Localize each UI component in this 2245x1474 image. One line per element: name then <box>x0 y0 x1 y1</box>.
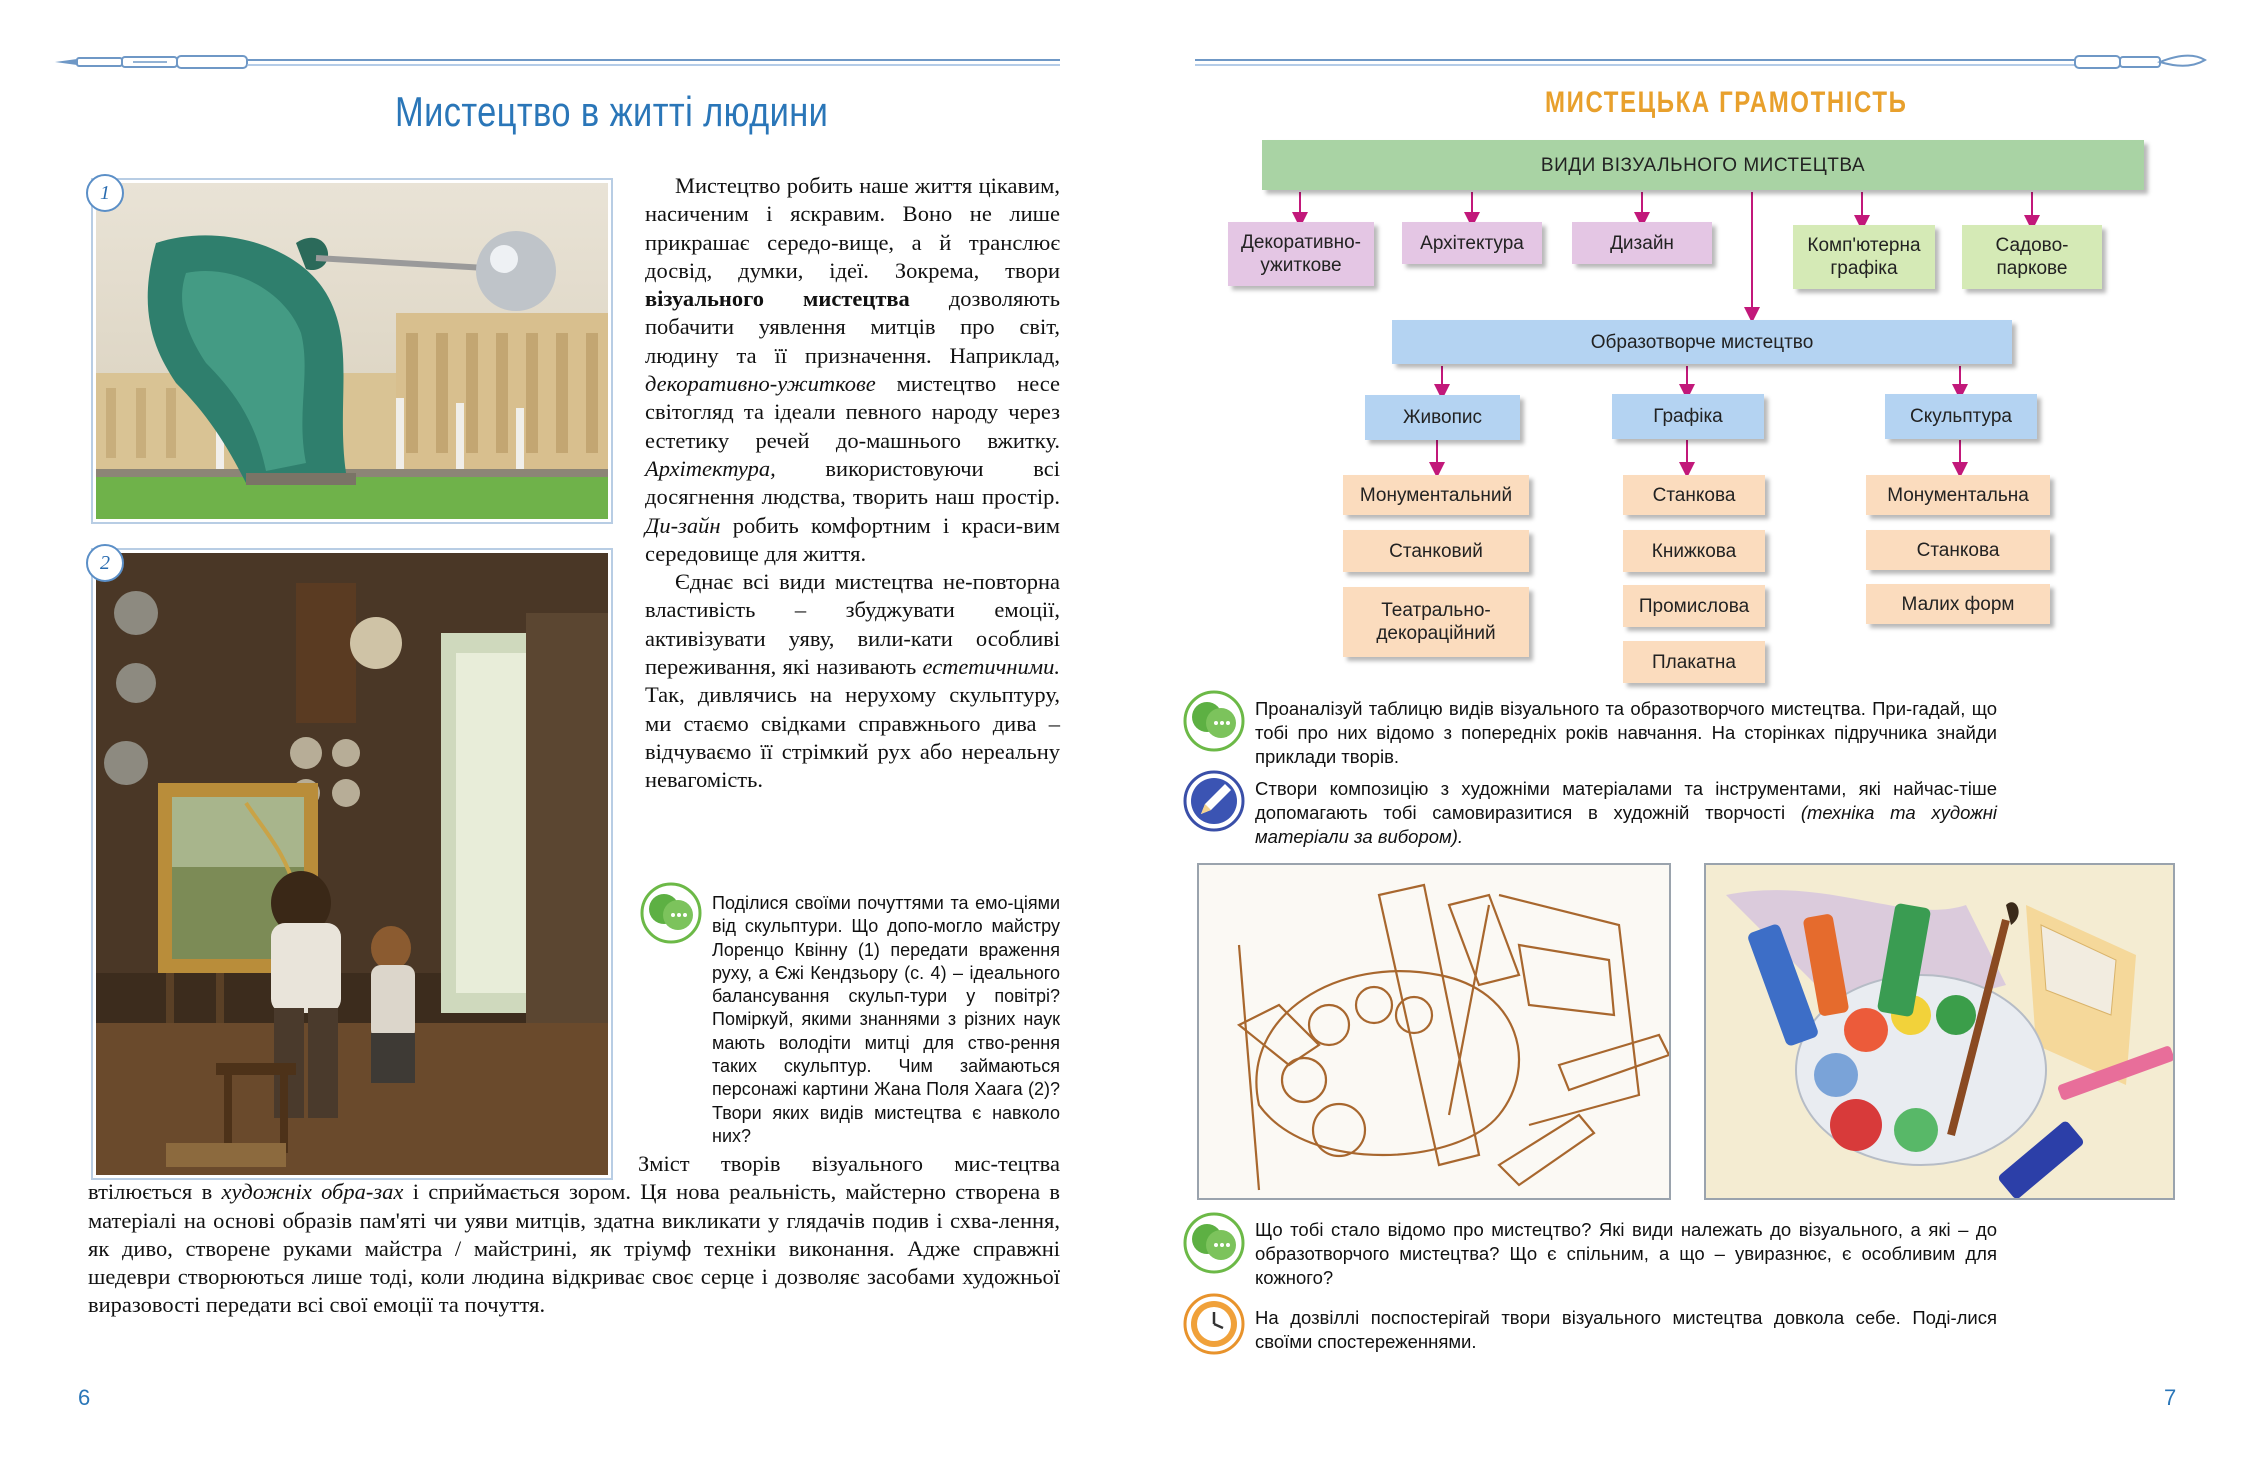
graphics-type-easel <box>1623 475 1765 515</box>
clock-icon <box>1183 1293 1245 1355</box>
discussion-icon <box>640 882 702 944</box>
discussion-text: Поділися своїми почуттями та емо-ціями від скульптури. Що допо-могло майстру Лоренцо Квінну (1) передати враження руху, а Єжі Кендзьору (с. 4) – ідеального балансування скульп-тури у повітрі? Поміркуй, якими знаннями з різних наук мають володіти митці для ство-рення таких скульптур. Чим займаються персонажі картини Жана Поля Хаага (2)? Твори яких видів мистецтва є навколо них? <box>712 893 1060 1146</box>
category-label: Дизайн <box>1610 232 1674 254</box>
graphics-type-industrial <box>1623 585 1765 627</box>
graphics-type-book <box>1623 530 1765 572</box>
task-create-text <box>1255 777 1997 849</box>
sculpture-photo <box>93 180 611 522</box>
page-title: Мистецтво в житті людини <box>395 88 829 135</box>
discussion-icon <box>1183 1212 1245 1274</box>
italic-term: художніх обра-зах <box>221 1179 404 1205</box>
sculpture-type-easel <box>1866 530 2050 570</box>
text-run: мистецтво несе світогляд та ідеали певного народу через естетику речей до-машнього вжитку. <box>645 371 1060 453</box>
category-computer-graphics <box>1793 225 1935 289</box>
category-architecture <box>1402 222 1542 264</box>
section-title: МИСТЕЦЬКА ГРАМОТНІСТЬ <box>1545 86 1908 119</box>
category-label: Комп'ютерна графіка <box>1807 235 1921 279</box>
page-number: 7 <box>2164 1385 2177 1410</box>
type-label: Монументальний <box>1359 484 1513 506</box>
branch-sculpture <box>1885 394 2037 439</box>
type-label: Монументальна <box>1887 484 2029 506</box>
photo-number-badge: 2 <box>86 544 124 582</box>
pen-icon <box>1195 50 2215 74</box>
discussion-icon <box>1183 690 1245 752</box>
graphics-type-poster <box>1623 641 1765 683</box>
text-run: Єднає всі види мистецтва не-повторна властивість – збуджувати емоції, активізувати уяву, вили-кати особливі переживання, які називають <box>645 569 1060 680</box>
text-run: Мистецтво робить наше життя цікавим, насиченим і яскравим. Воно не лише прикрашає середо-вище, а й транслює досвід, думки, ідеї. Зокрема, твори <box>645 173 1060 283</box>
type-label: Малих форм <box>1901 593 2015 615</box>
type-label: Станковий <box>1389 540 1483 562</box>
text-run: використовуючи всі досягнення людства, творить наш простір. <box>645 455 1060 510</box>
text-run: робить комфортним і краси-вим середовище для життя. <box>645 512 1060 566</box>
task-observe-text: На дозвіллі поспостерігай твори візуального мистецтва довкола себе. Поді-лися своїми спостереженнями. <box>1255 1307 1997 1352</box>
text-run: Зміст творів візуального мис-тецтва втілюється в <box>88 1151 1060 1205</box>
category-label: Архітектура <box>1420 232 1524 254</box>
category-design <box>1572 222 1712 264</box>
type-label: Промислова <box>1638 595 1750 617</box>
pencil-icon <box>1183 770 1245 832</box>
painting-type-monumental <box>1343 475 1529 515</box>
italic-term: декоративно-ужиткове <box>645 371 876 397</box>
colored-drawing <box>1704 863 2175 1200</box>
closing-paragraph <box>88 1150 1060 1320</box>
italic-term: естетичними. <box>922 654 1060 680</box>
task-reflect-text: Що тобі стало відомо про мистецтво? Які види належать до візуального, а які – до образотворчого мистецтва? Що є спільним, а що – увиразнює, є особливим для кожного? <box>1255 1219 1997 1288</box>
text-run: Так, дивлячись на нерухому скульптуру, ми стаємо свідками справжнього дива – відчуваємо її стрімкий рух або нереальну невагомість. <box>645 682 1060 793</box>
painting-type-theatrical <box>1343 587 1529 657</box>
type-label: Книжкова <box>1651 540 1737 562</box>
type-label: Станкова <box>1652 484 1736 506</box>
text-run: дозволяють побачити уявлення митців про світ, людину та її призначення. Наприклад, <box>645 286 1061 368</box>
sculpture-type-monumental <box>1866 475 2050 515</box>
type-label: Плакатна <box>1652 651 1736 673</box>
category-landscape <box>1962 225 2102 289</box>
italic-term: (техніка та художні матеріали за вибором). <box>1255 802 1997 847</box>
page-number: 6 <box>78 1385 91 1410</box>
bold-term: візуального мистецтва <box>645 286 910 312</box>
fine-art-box: Образотворче мистецтво <box>1392 320 2012 364</box>
sculpture-type-small <box>1866 584 2050 624</box>
painting-type-easel <box>1343 530 1529 572</box>
sketch-drawing <box>1197 863 1671 1200</box>
painting-photo <box>93 550 611 1178</box>
italic-term: Ди-зайн <box>645 512 721 538</box>
branch-graphics <box>1612 394 1764 439</box>
branch-label: Скульптура <box>1910 406 2012 427</box>
task-analyze-text: Проаналізуй таблицю видів візуального та образотворчого мистецтва. При-гадай, що тобі про них відомо з попередніх років навчання. На сторінках підручника знайди приклади творів. <box>1255 698 1997 767</box>
type-label: Станкова <box>1916 539 2000 561</box>
category-label: Садово- паркове <box>1995 235 2069 279</box>
category-label: Декоративно- ужиткове <box>1240 232 1362 276</box>
pen-icon <box>55 50 1065 74</box>
text-run: Створи композицію з художніми матеріалами та інструментами, які найчас-тіше допомагають тобі самовиразитися в художній творчості <box>1255 778 1997 823</box>
diagram-root: ВИДИ ВІЗУАЛЬНОГО МИСТЕЦТВА <box>1262 140 2144 190</box>
branch-painting <box>1365 395 1520 440</box>
intro-paragraph <box>645 172 1060 795</box>
category-decorative <box>1228 222 1374 286</box>
branch-label: Графіка <box>1653 406 1723 427</box>
branch-label: Живопис <box>1402 407 1482 428</box>
type-label: Театрально- декораційний <box>1376 600 1496 644</box>
italic-term: Архітектура, <box>645 455 776 481</box>
photo-number-badge: 1 <box>86 174 124 212</box>
text-run: і сприймається зором. Ця нова реальність, майстерно створена в матеріалі на основі образів пам'яті чи уяви митців, здатна викликати у глядачів подив і схва-лення, як диво, створене руками майстра / майстрині, як тріумф техніки виконання. Адже справжні шедеври створюються лише тоді, коли людина відкриває своє серце і дозволяє засобами художньої виразовості передати всі свої емоції та почуття. <box>88 1179 1061 1318</box>
